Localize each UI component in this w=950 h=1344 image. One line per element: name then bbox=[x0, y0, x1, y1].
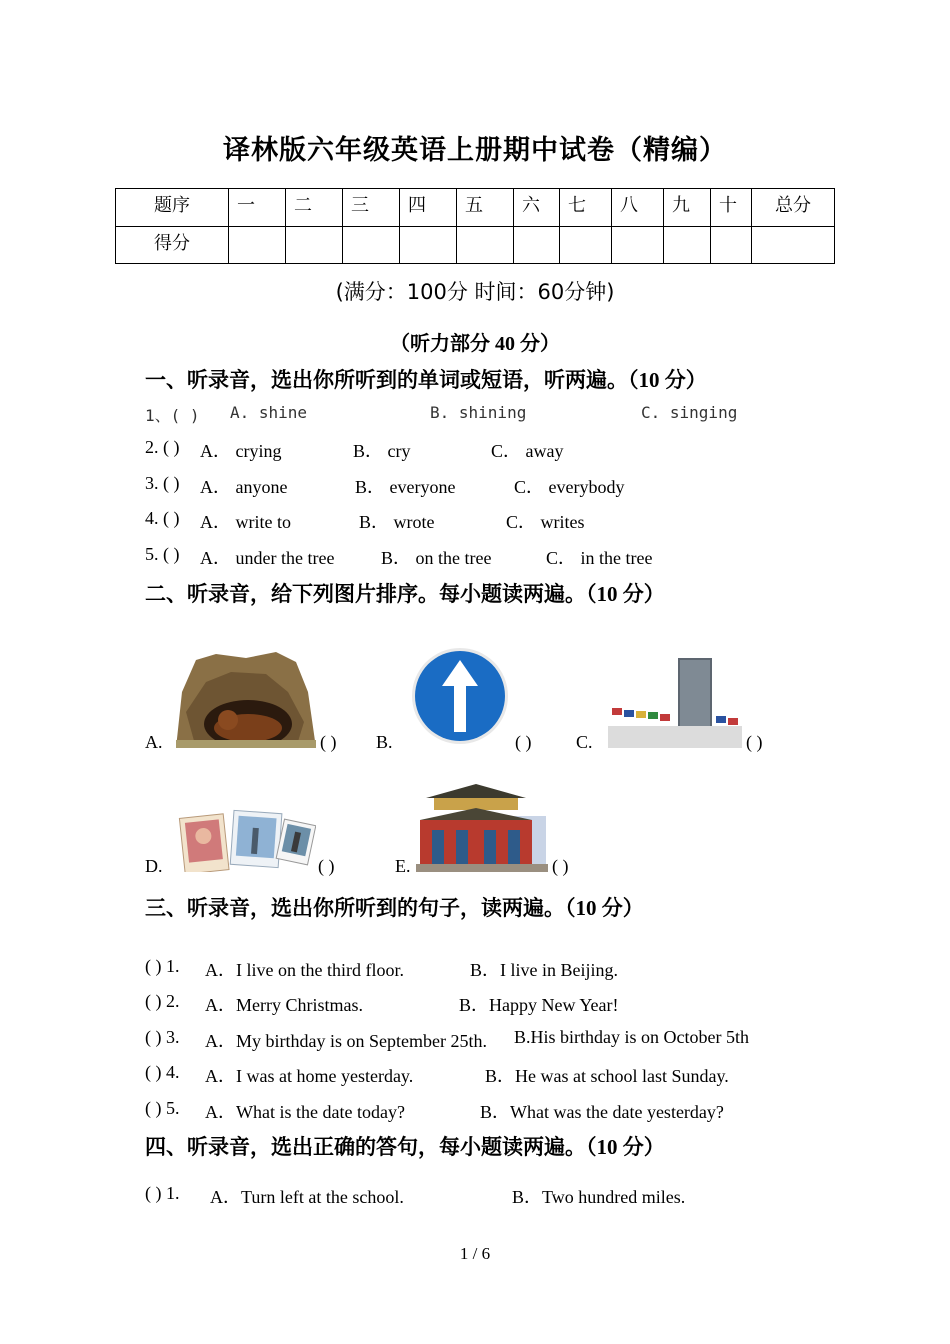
option-a: A．My birthday is on September 25th. bbox=[205, 1031, 487, 1051]
section-3-heading bbox=[145, 892, 644, 922]
question-number: ( ) 3. bbox=[145, 1027, 180, 1047]
option-b: B． on the tree bbox=[381, 548, 492, 568]
table-cell: 三 bbox=[343, 189, 400, 227]
option-a: A． crying bbox=[200, 441, 282, 461]
section-points: （10 分） bbox=[586, 1135, 665, 1159]
answer-blank[interactable]: ( ) bbox=[552, 856, 569, 876]
table-cell: 二 bbox=[286, 189, 343, 227]
ground bbox=[176, 740, 316, 748]
answer-blank[interactable]: ( ) bbox=[746, 732, 763, 752]
flag bbox=[624, 710, 634, 717]
plaza bbox=[608, 726, 742, 748]
exam-info: (满分：100分 时间：60分钟) bbox=[335, 280, 615, 304]
score-input-cell[interactable] bbox=[514, 226, 560, 264]
option-b: B．Two hundred miles. bbox=[512, 1187, 686, 1207]
flag bbox=[728, 718, 738, 725]
question-number: ( ) 5. bbox=[145, 1098, 180, 1118]
question-number: ( ) 2. bbox=[145, 991, 180, 1011]
score-input-cell[interactable] bbox=[612, 226, 664, 264]
question-number: 1、( ) bbox=[145, 406, 200, 425]
table-cell: 五 bbox=[457, 189, 514, 227]
option-b: B.His birthday is on October 5th bbox=[514, 1027, 749, 1047]
question-number: 3. ( ) bbox=[145, 473, 180, 493]
skyscraper-picture bbox=[608, 656, 742, 748]
score-table-header-row bbox=[116, 189, 835, 227]
answer-blank[interactable]: ( ) bbox=[318, 856, 335, 876]
flag bbox=[648, 712, 658, 719]
table-cell: 七 bbox=[560, 189, 612, 227]
option-a: A． anyone bbox=[200, 477, 288, 497]
table-cell: 九 bbox=[664, 189, 711, 227]
option-b: B． cry bbox=[353, 441, 411, 461]
table-cell: 四 bbox=[400, 189, 457, 227]
section-points: （10 分） bbox=[628, 368, 707, 392]
stamp bbox=[230, 810, 282, 867]
option-c: C． away bbox=[491, 441, 564, 461]
table-cell: 题序 bbox=[116, 189, 229, 227]
stamps-picture bbox=[178, 808, 316, 872]
option-a: A． under the tree bbox=[200, 548, 335, 568]
page-title: 译林版六年级英语上册期中试卷（精编） bbox=[223, 135, 727, 166]
table-cell: 八 bbox=[612, 189, 664, 227]
bear-cave-picture bbox=[176, 652, 316, 748]
option-a: A．Merry Christmas. bbox=[205, 995, 363, 1015]
option-c: C． writes bbox=[506, 512, 585, 532]
option-b: B．I live in Beijing. bbox=[470, 960, 618, 980]
flag bbox=[636, 711, 646, 718]
section-4-heading bbox=[145, 1131, 665, 1161]
table-cell: 得分 bbox=[116, 226, 229, 264]
question-number: 4. ( ) bbox=[145, 508, 180, 528]
score-input-cell[interactable] bbox=[400, 226, 457, 264]
section-heading-text: 三、听录音，选出你所听到的句子，读两遍。 bbox=[145, 896, 565, 920]
picture-label: A. bbox=[145, 732, 163, 752]
option-c: C. singing bbox=[641, 403, 738, 422]
score-table-score-row bbox=[116, 226, 835, 264]
flag bbox=[612, 708, 622, 715]
picture-label: D. bbox=[145, 856, 163, 876]
arrow-sign-picture bbox=[410, 646, 510, 746]
listening-part-heading: （听力部分 40 分） bbox=[390, 333, 560, 355]
option-a: A．What is the date today? bbox=[205, 1102, 405, 1122]
section-heading-text: 一、听录音，选出你所听到的单词或短语，听两遍。 bbox=[145, 368, 628, 392]
page-number: 1 / 6 bbox=[459, 1244, 491, 1263]
question-number: 5. ( ) bbox=[145, 544, 180, 564]
table-cell: 六 bbox=[514, 189, 560, 227]
ground bbox=[416, 864, 548, 872]
picture-label: B. bbox=[376, 732, 393, 752]
score-input-cell[interactable] bbox=[229, 226, 286, 264]
question-number: 2. ( ) bbox=[145, 437, 180, 457]
option-b: B．He was at school last Sunday. bbox=[485, 1066, 729, 1086]
flag bbox=[660, 714, 670, 721]
picture-label: E. bbox=[395, 856, 411, 876]
picture-label: C. bbox=[576, 732, 593, 752]
option-c: C． in the tree bbox=[546, 548, 653, 568]
section-points: （10 分） bbox=[565, 896, 644, 920]
option-a: A．I was at home yesterday. bbox=[205, 1066, 414, 1086]
section-heading-text: 四、听录音，选出正确的答句，每小题读两遍。 bbox=[145, 1135, 586, 1159]
pillar bbox=[508, 830, 520, 866]
score-input-cell[interactable] bbox=[664, 226, 711, 264]
section-2-heading bbox=[145, 578, 665, 608]
pillar bbox=[456, 830, 468, 866]
option-b: B．Happy New Year! bbox=[459, 995, 619, 1015]
score-input-cell[interactable] bbox=[752, 226, 835, 264]
score-input-cell[interactable] bbox=[560, 226, 612, 264]
table-cell: 十 bbox=[711, 189, 752, 227]
option-b: B． wrote bbox=[359, 512, 435, 532]
answer-blank[interactable]: ( ) bbox=[320, 732, 337, 752]
question-number: ( ) 1. bbox=[145, 1183, 180, 1203]
option-a: A．I live on the third floor. bbox=[205, 960, 404, 980]
score-input-cell[interactable] bbox=[343, 226, 400, 264]
score-input-cell[interactable] bbox=[711, 226, 752, 264]
score-input-cell[interactable] bbox=[286, 226, 343, 264]
section-heading-text: 二、听录音，给下列图片排序。每小题读两遍。 bbox=[145, 582, 586, 606]
option-c: C． everybody bbox=[514, 477, 625, 497]
question-number: ( ) 4. bbox=[145, 1062, 180, 1082]
option-a: A． write to bbox=[200, 512, 291, 532]
option-b: B． everyone bbox=[355, 477, 456, 497]
roof bbox=[426, 784, 526, 798]
table-cell: 一 bbox=[229, 189, 286, 227]
option-a: A．Turn left at the school. bbox=[210, 1187, 404, 1207]
bear-head bbox=[218, 710, 238, 730]
stamp bbox=[276, 819, 316, 865]
score-table bbox=[115, 188, 835, 264]
flag bbox=[716, 716, 726, 723]
option-b: B. shining bbox=[430, 403, 527, 422]
pillar bbox=[484, 830, 496, 866]
answer-blank[interactable]: ( ) bbox=[515, 732, 532, 752]
question-number: ( ) 1. bbox=[145, 956, 180, 976]
option-b: B．What was the date yesterday? bbox=[480, 1102, 724, 1122]
pillar bbox=[432, 830, 444, 866]
option-a: A. shine bbox=[230, 403, 308, 422]
section-points: （10 分） bbox=[586, 582, 665, 606]
score-input-cell[interactable] bbox=[457, 226, 514, 264]
table-cell: 总分 bbox=[752, 189, 835, 227]
section-1-heading bbox=[145, 364, 707, 394]
chinese-gate-picture bbox=[416, 780, 548, 872]
stamp bbox=[179, 814, 229, 872]
